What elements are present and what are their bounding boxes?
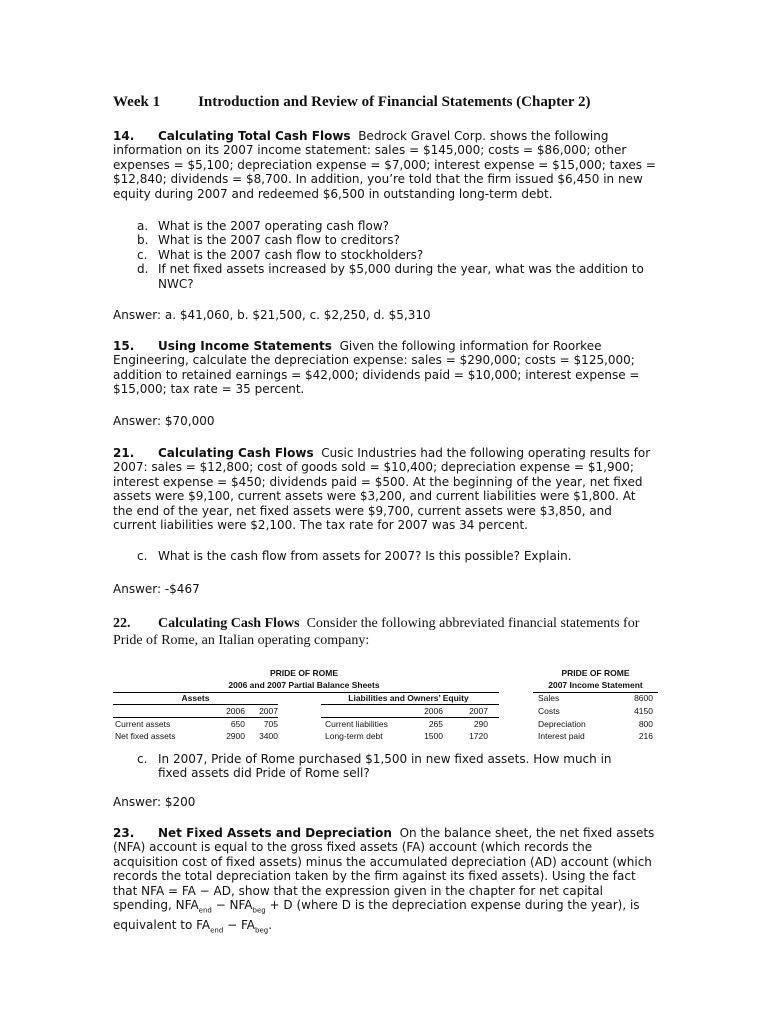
liabilities-header: Liabilities and Owners’ Equity xyxy=(348,693,469,703)
problem-14 xyxy=(113,129,658,201)
answer-22: Answer: $200 xyxy=(113,795,196,809)
income-value: 216 xyxy=(638,731,653,741)
income-label: Depreciation xyxy=(538,719,586,729)
income-title: 2007 Income Statement xyxy=(548,680,643,690)
liability-label: Long-term debt xyxy=(325,731,383,741)
asset-value: 650 xyxy=(230,719,245,729)
income-label: Sales xyxy=(538,693,560,703)
problem-14-questions xyxy=(137,219,647,291)
financial-statements xyxy=(113,668,658,741)
problem-text: Bedrock Gravel Corp. shows the following information on its 2007 income statement: sales = $145,000; costs = $86,000; other expenses = $5,100; depreciation expense = $7,000; interest expense = $15,000; taxes = $12,840; dividends = $8,700. In addition, you’re told that the firm issued $6,450 in new equity during 2007 and redeemed $6,500 in outstanding long-term debt. xyxy=(113,129,656,201)
question-item: d. If net fixed assets increased by $5,000 during the year, what was the addition to NWC? xyxy=(137,262,644,291)
asset-label: Current assets xyxy=(115,719,171,729)
income-label: Costs xyxy=(538,706,560,716)
problem-title: Using Income Statements xyxy=(158,339,332,353)
problem-21-question xyxy=(137,549,647,563)
asset-label: Net fixed assets xyxy=(115,731,176,741)
income-value: 8600 xyxy=(634,693,653,703)
problem-text: Consider the following abbreviated financial statements for Pride of Rome, an Italian operating company: xyxy=(113,616,640,648)
answer-21: Answer: -$467 xyxy=(113,582,200,596)
question-item: c. What is the cash flow from assets for 2007? Is this possible? Explain. xyxy=(137,549,572,563)
week-heading xyxy=(113,94,590,111)
assets-rule xyxy=(113,704,278,705)
assets-year-2006: 2006 xyxy=(226,706,245,716)
liability-value: 1500 xyxy=(424,731,443,741)
problem-title: Net Fixed Assets and Depreciation xyxy=(158,826,392,840)
answer-14: Answer: a. $41,060, b. $21,500, c. $2,250, d. $5,310 xyxy=(113,308,431,322)
liab-year-rule xyxy=(321,717,499,718)
assets-year-2007: 2007 xyxy=(259,706,278,716)
asset-value: 3400 xyxy=(259,731,278,741)
question-item: c. In 2007, Pride of Rome purchased $1,500 in new fixed assets. How much in fixed assets did Pride of Rome sell? xyxy=(137,752,612,781)
liab-year-2006: 2006 xyxy=(424,706,443,716)
assets-header: Assets xyxy=(181,693,210,703)
liability-value: 290 xyxy=(473,719,488,729)
problem-23: 23. Net Fixed Assets and Depreciation On the balance sheet, the net fixed assets (NFA) account is equal to the gross fixed assets (FA) account (which records the acquisition cost of fixed assets) minus the accumulated depreciation (AD) account (which records the total depreciation taken by the firm against its fixed assets). Using the fact that NFA = FA − AD, show that the expression given in the chapter for net capital spending, $NFA_{end} - NFA_{beg} + D$ (where D is the depreciation expense during the year), is equivalent to $FA_{end} - FA_{beg}$. xyxy=(113,826,655,935)
problem-21 xyxy=(113,446,658,532)
question-item: c. What is the 2007 cash flow to stockholders? xyxy=(137,247,424,262)
answer-15: Answer: $70,000 xyxy=(113,414,215,428)
income-company: PRIDE OF ROME xyxy=(561,668,630,678)
assets-year-rule xyxy=(113,717,278,718)
question-item: a. What is the 2007 operating cash flow? xyxy=(137,219,390,233)
problem-number: 23. xyxy=(113,826,135,840)
problem-number: 21. xyxy=(113,446,135,460)
week-label: Week 1 xyxy=(113,94,161,110)
problem-text: Cusic Industries had the following operating results for 2007: sales = $12,800; cost of goods sold = $10,400; depreciation expense = $1,900; interest expense = $450; dividends paid = $500. At the beginning of the year, net fixed assets were $9,100, current assets were $3,200, and current liabilities were $1,800. At the end of the year, net fixed assets were $9,700, current assets were $3,850, and current liabilities were $2,100. The tax rate for 2007 was 34 percent. xyxy=(113,446,651,533)
asset-value: 705 xyxy=(263,719,278,729)
problem-title: Calculating Cash Flows xyxy=(158,446,314,460)
problem-22-question xyxy=(137,752,637,781)
balance-company: PRIDE OF ROME xyxy=(269,668,338,678)
asset-value: 2900 xyxy=(226,731,245,741)
problem-text: On the balance sheet, the net fixed assets (NFA) account is equal to the gross fixed assets (FA) account (which records the acquisition cost of fixed assets) minus the accumulated depreciation (AD) account (which records the total depreciation taken by the firm against its fixed assets). Using the fact that NFA = FA − AD, show that the expression given in the chapter for net capital spending, NFA xyxy=(113,826,655,913)
problem-22 xyxy=(113,615,658,649)
balance-title: 2006 and 2007 Partial Balance Sheets xyxy=(228,680,380,690)
liability-value: 1720 xyxy=(469,731,488,741)
problem-text: Given the following information for Roorkee Engineering, calculate the depreciation expense: sales = $290,000; costs = $125,000; addition to retained earnings = $42,000; dividends paid = $10,000; interest expense = $15,000; tax rate = 35 percent. xyxy=(113,339,640,397)
problem-15 xyxy=(113,339,658,397)
problem-number: 15. xyxy=(113,339,135,353)
question-item: b. What is the 2007 cash flow to creditors? xyxy=(137,233,400,248)
liability-label: Current liabilities xyxy=(325,719,388,729)
chapter-title: Introduction and Review of Financial Statements (Chapter 2) xyxy=(198,94,591,110)
problem-title: Calculating Total Cash Flows xyxy=(158,129,351,143)
liabilities-rule xyxy=(321,704,499,705)
income-label: Interest paid xyxy=(538,731,585,741)
income-value: 800 xyxy=(638,719,653,729)
problem-title: Calculating Cash Flows xyxy=(158,616,300,631)
liab-year-2007: 2007 xyxy=(469,706,488,716)
income-value: 4150 xyxy=(634,706,653,716)
problem-number: 22. xyxy=(113,616,131,631)
problem-number: 14. xyxy=(113,129,135,143)
liability-value: 265 xyxy=(428,719,443,729)
